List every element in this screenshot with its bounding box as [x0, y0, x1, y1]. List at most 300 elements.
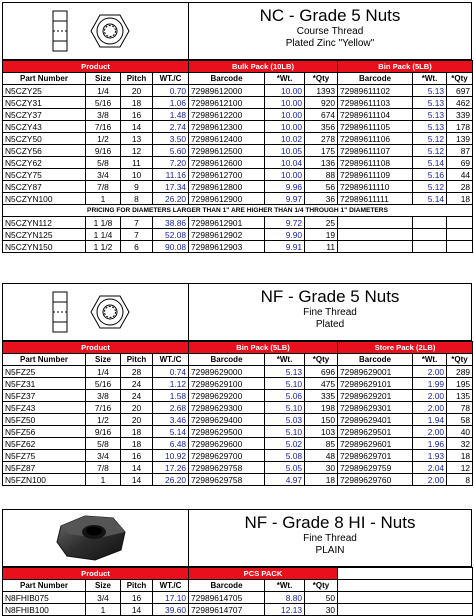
barcode: 72989612400 — [189, 133, 265, 145]
size: 1/2 — [86, 133, 121, 145]
qty: 103 — [305, 426, 338, 438]
pitch: 13 — [121, 133, 153, 145]
weight-2: 2.00 — [413, 474, 447, 486]
qty: 19 — [305, 229, 338, 241]
qty: 920 — [305, 97, 338, 109]
part-number: N5CZY56 — [3, 145, 86, 157]
weight-per-c: 52.08 — [153, 229, 189, 241]
table-row — [3, 366, 473, 378]
weight: 5.02 — [265, 438, 305, 450]
section-nf-grade8 — [2, 509, 472, 616]
barcode-2: 72989629201 — [338, 390, 413, 402]
part-number: N5FZ62 — [3, 438, 86, 450]
weight-2: 5.13 — [413, 97, 447, 109]
section-subtitle: PLAIN — [315, 545, 345, 556]
column-header: Pitch — [121, 73, 153, 85]
table-row — [3, 474, 473, 486]
barcode: 72989629300 — [189, 402, 265, 414]
column-header: Size — [86, 354, 121, 366]
size: 3/8 — [86, 109, 121, 121]
part-number: N5CZYN125 — [3, 229, 86, 241]
section-header — [2, 283, 472, 341]
weight-per-c: 26.20 — [153, 474, 189, 486]
part-number: N5FZ31 — [3, 378, 86, 390]
column-header-row — [3, 354, 473, 366]
qty-2: 139 — [447, 133, 473, 145]
section-title: NF - Grade 8 HI - Nuts — [244, 513, 416, 532]
weight: 9.96 — [265, 181, 305, 193]
weight-2: 2.00 — [413, 402, 447, 414]
group-header: Bin Pack (5LB) — [189, 342, 338, 354]
qty: 198 — [305, 402, 338, 414]
table-row — [3, 402, 473, 414]
pitch: 14 — [121, 604, 153, 616]
weight: 10.04 — [265, 157, 305, 169]
weight: 9.72 — [265, 217, 305, 229]
table-row — [3, 145, 473, 157]
size: 7/16 — [86, 121, 121, 133]
barcode-2: 72989611103 — [338, 97, 413, 109]
qty: 30 — [305, 604, 338, 616]
column-header: *Wt. — [265, 580, 305, 592]
weight-2: 5.14 — [413, 193, 447, 205]
weight-per-c: 17.10 — [153, 592, 189, 604]
column-header-row — [3, 580, 473, 592]
weight-2: 1.99 — [413, 378, 447, 390]
qty-2: 12 — [447, 462, 473, 474]
weight-2: 5.16 — [413, 169, 447, 181]
column-header: *Wt. — [265, 73, 305, 85]
weight-2: 1.93 — [413, 450, 447, 462]
barcode: 72989612500 — [189, 145, 265, 157]
weight-2: 2.04 — [413, 462, 447, 474]
table-row — [3, 157, 473, 169]
table-row — [3, 462, 473, 474]
barcode: 72989629400 — [189, 414, 265, 426]
section-subtitle: Plated — [315, 319, 345, 330]
pitch: 18 — [121, 438, 153, 450]
weight: 5.06 — [265, 390, 305, 402]
group-header: Bin Pack (5LB) — [338, 61, 473, 73]
pitch: 14 — [121, 474, 153, 486]
qty-2: 178 — [447, 121, 473, 133]
column-header: Barcode — [189, 354, 265, 366]
pitch: 20 — [121, 85, 153, 97]
table-row — [3, 450, 473, 462]
qty-2: 697 — [447, 85, 473, 97]
table-row — [3, 414, 473, 426]
table-row — [3, 97, 473, 109]
weight-2: 2.00 — [413, 426, 447, 438]
part-number: N5CZYN112 — [3, 217, 86, 229]
weight-per-c: 0.74 — [153, 366, 189, 378]
group-header: Product — [3, 342, 189, 354]
qty: 25 — [305, 217, 338, 229]
weight-per-c: 11.16 — [153, 169, 189, 181]
pitch: 7 — [121, 217, 153, 229]
part-number: N5CZY43 — [3, 121, 86, 133]
barcode-2: 72989611110 — [338, 181, 413, 193]
qty: 278 — [305, 133, 338, 145]
weight: 9.97 — [265, 193, 305, 205]
barcode: 72989629000 — [189, 366, 265, 378]
weight-2: 5.14 — [413, 157, 447, 169]
part-number: N5FZ56 — [3, 426, 86, 438]
column-header: WT./C — [153, 580, 189, 592]
column-header: Pitch — [121, 354, 153, 366]
price-table — [2, 341, 473, 486]
pitch: 14 — [121, 462, 153, 474]
barcode-2: 72989611108 — [338, 157, 413, 169]
pitch: 10 — [121, 169, 153, 181]
part-number: N5FZ43 — [3, 402, 86, 414]
qty-2: 28 — [447, 181, 473, 193]
column-header: *Qty — [305, 354, 338, 366]
qty: 50 — [305, 592, 338, 604]
column-header: *Wt. — [413, 354, 447, 366]
hex-nut-drawing-icon — [3, 284, 189, 340]
column-header: Barcode — [338, 354, 413, 366]
qty-2: 135 — [447, 390, 473, 402]
part-number: N5CZY50 — [3, 133, 86, 145]
pitch: 8 — [121, 193, 153, 205]
pitch: 6 — [121, 241, 153, 253]
barcode-2: 72989611109 — [338, 169, 413, 181]
pitch: 9 — [121, 181, 153, 193]
size: 1/4 — [86, 366, 121, 378]
qty: 30 — [305, 462, 338, 474]
size: 5/16 — [86, 378, 121, 390]
section-header — [2, 509, 472, 567]
part-number: N5FZ37 — [3, 390, 86, 402]
barcode: 72989629758 — [189, 462, 265, 474]
weight-2: 5.13 — [413, 109, 447, 121]
size: 1 1/2 — [86, 241, 121, 253]
size: 1/2 — [86, 414, 121, 426]
part-number: N5CZY31 — [3, 97, 86, 109]
empty-cell — [338, 604, 473, 616]
barcode: 72989614707 — [189, 604, 265, 616]
column-header: Barcode — [338, 73, 413, 85]
empty-cell — [338, 568, 473, 580]
weight-2: 5.12 — [413, 133, 447, 145]
column-header: *Wt. — [413, 73, 447, 85]
section-subtitle: Course Thread — [296, 26, 364, 37]
qty-2: 195 — [447, 378, 473, 390]
weight-2: 1.94 — [413, 414, 447, 426]
qty: 356 — [305, 121, 338, 133]
weight: 10.05 — [265, 145, 305, 157]
weight-2: 2.00 — [413, 366, 447, 378]
section-title: NF - Grade 5 Nuts — [260, 287, 400, 306]
qty-2: 339 — [447, 109, 473, 121]
weight-per-c: 6.48 — [153, 438, 189, 450]
barcode: 72989612901 — [189, 217, 265, 229]
size: 1/4 — [86, 85, 121, 97]
table-row — [3, 109, 473, 121]
column-header: Size — [86, 580, 121, 592]
barcode-2: 72989629701 — [338, 450, 413, 462]
pitch: 20 — [121, 414, 153, 426]
weight: 4.97 — [265, 474, 305, 486]
size: 5/8 — [86, 157, 121, 169]
weight-per-c: 17.26 — [153, 462, 189, 474]
barcode-2: 72989629759 — [338, 462, 413, 474]
size: 1 1/8 — [86, 217, 121, 229]
size: 3/4 — [86, 592, 121, 604]
qty-2: 87 — [447, 145, 473, 157]
weight-per-c: 7.20 — [153, 157, 189, 169]
table-row — [3, 390, 473, 402]
weight: 8.80 — [265, 592, 305, 604]
pitch: 24 — [121, 390, 153, 402]
size: 1 — [86, 193, 121, 205]
price-table — [2, 567, 473, 616]
table-row — [3, 169, 473, 181]
barcode-2: 72989629101 — [338, 378, 413, 390]
barcode: 72989612200 — [189, 109, 265, 121]
weight: 5.08 — [265, 450, 305, 462]
qty-2: 78 — [447, 402, 473, 414]
weight-per-c: 1.06 — [153, 97, 189, 109]
pitch: 7 — [121, 229, 153, 241]
qty: 1393 — [305, 85, 338, 97]
weight-per-c: 38.86 — [153, 217, 189, 229]
barcode-2: 72989611111 — [338, 193, 413, 205]
group-header-row — [3, 568, 473, 580]
barcode: 72989612700 — [189, 169, 265, 181]
qty: 48 — [305, 450, 338, 462]
column-header: Pitch — [121, 580, 153, 592]
barcode: 72989629100 — [189, 378, 265, 390]
pitch: 16 — [121, 450, 153, 462]
table-row — [3, 438, 473, 450]
qty-2: 18 — [447, 450, 473, 462]
qty-2: 69 — [447, 157, 473, 169]
barcode: 72989612900 — [189, 193, 265, 205]
qty: 175 — [305, 145, 338, 157]
column-header: *Qty — [305, 73, 338, 85]
weight-2: 5.13 — [413, 121, 447, 133]
column-header: *Qty — [447, 73, 473, 85]
barcode-2: 72989629301 — [338, 402, 413, 414]
product-image — [3, 510, 189, 566]
pitch: 18 — [121, 97, 153, 109]
price-table — [2, 60, 473, 253]
part-number: N5CZY75 — [3, 169, 86, 181]
table-row — [3, 133, 473, 145]
barcode-2: 72989611105 — [338, 121, 413, 133]
group-header: Product — [3, 61, 189, 73]
pitch: 20 — [121, 402, 153, 414]
column-header: Size — [86, 73, 121, 85]
barcode-2: 72989629501 — [338, 426, 413, 438]
barcode-2: 72989611102 — [338, 85, 413, 97]
column-header: *Qty — [305, 580, 338, 592]
barcode-2: 72989629760 — [338, 474, 413, 486]
weight: 5.03 — [265, 414, 305, 426]
column-header: Barcode — [189, 73, 265, 85]
part-number: N5FZ25 — [3, 366, 86, 378]
weight-per-c: 1.12 — [153, 378, 189, 390]
weight: 9.91 — [265, 241, 305, 253]
pricing-note: PRICING FOR DIAMETERS LARGER THAN 1" ARE HIGHER THAN 1/4 THROUGH 1" DIAMETERS — [3, 205, 473, 217]
product-image — [3, 284, 189, 340]
qty: 475 — [305, 378, 338, 390]
pitch: 16 — [121, 109, 153, 121]
qty: 88 — [305, 169, 338, 181]
qty: 136 — [305, 157, 338, 169]
column-header: WT./C — [153, 354, 189, 366]
table-row — [3, 604, 473, 616]
barcode-2 — [338, 217, 413, 229]
empty-cell — [338, 580, 473, 592]
pitch: 28 — [121, 366, 153, 378]
size: 3/4 — [86, 169, 121, 181]
qty-2: 58 — [447, 414, 473, 426]
barcode-2: 72989629601 — [338, 438, 413, 450]
weight-per-c: 1.48 — [153, 109, 189, 121]
weight-per-c: 10.92 — [153, 450, 189, 462]
section-title: NC - Grade 5 Nuts — [259, 6, 401, 25]
pitch: 24 — [121, 378, 153, 390]
qty-2 — [447, 229, 473, 241]
column-header-row — [3, 73, 473, 85]
column-header: Part Number — [3, 580, 86, 592]
barcode: 72989612100 — [189, 97, 265, 109]
weight: 5.13 — [265, 366, 305, 378]
size: 7/16 — [86, 402, 121, 414]
weight-2: 1.96 — [413, 438, 447, 450]
weight-2: 5.12 — [413, 145, 447, 157]
column-header: Part Number — [3, 73, 86, 85]
qty-2: 289 — [447, 366, 473, 378]
section-subtitle: Fine Thread — [303, 533, 357, 544]
weight: 10.00 — [265, 85, 305, 97]
weight-per-c: 39.60 — [153, 604, 189, 616]
weight-per-c: 3.46 — [153, 414, 189, 426]
qty-2: 18 — [447, 193, 473, 205]
size: 1 1/4 — [86, 229, 121, 241]
part-number: N5CZY62 — [3, 157, 86, 169]
barcode-2: 72989611104 — [338, 109, 413, 121]
weight-per-c: 17.34 — [153, 181, 189, 193]
weight: 10.00 — [265, 97, 305, 109]
column-header: *Wt. — [265, 354, 305, 366]
table-row — [3, 181, 473, 193]
barcode: 72989612300 — [189, 121, 265, 133]
part-number: N5CZY37 — [3, 109, 86, 121]
group-header-row — [3, 61, 473, 73]
qty: 696 — [305, 366, 338, 378]
size: 1 — [86, 604, 121, 616]
pricing-note-row — [3, 205, 473, 217]
weight-per-c: 1.58 — [153, 390, 189, 402]
weight-per-c: 5.14 — [153, 426, 189, 438]
barcode-2: 72989611106 — [338, 133, 413, 145]
pitch: 11 — [121, 157, 153, 169]
table-row — [3, 229, 473, 241]
barcode: 72989612902 — [189, 229, 265, 241]
qty: 150 — [305, 414, 338, 426]
weight-2 — [413, 241, 447, 253]
weight: 10.02 — [265, 133, 305, 145]
hex-nut-drawing-icon — [3, 3, 189, 59]
part-number: N8FHIB075 — [3, 592, 86, 604]
section-subtitle: Plated Zinc "Yellow" — [285, 38, 375, 49]
barcode: 72989612903 — [189, 241, 265, 253]
column-header: Barcode — [189, 580, 265, 592]
size: 3/8 — [86, 390, 121, 402]
qty: 11 — [305, 241, 338, 253]
part-number: N5CZYN100 — [3, 193, 86, 205]
weight-2: 5.13 — [413, 85, 447, 97]
weight: 9.90 — [265, 229, 305, 241]
table-row — [3, 85, 473, 97]
weight-per-c: 2.68 — [153, 402, 189, 414]
empty-cell — [338, 592, 473, 604]
barcode-2 — [338, 241, 413, 253]
weight-2 — [413, 217, 447, 229]
size: 1 — [86, 474, 121, 486]
weight: 5.10 — [265, 402, 305, 414]
barcode: 72989612000 — [189, 85, 265, 97]
table-row — [3, 193, 473, 205]
part-number: N5CZYN150 — [3, 241, 86, 253]
barcode: 72989614705 — [189, 592, 265, 604]
group-header: Product — [3, 568, 189, 580]
weight-per-c: 5.60 — [153, 145, 189, 157]
qty: 674 — [305, 109, 338, 121]
size: 3/4 — [86, 450, 121, 462]
qty-2: 32 — [447, 438, 473, 450]
column-header: *Qty — [447, 354, 473, 366]
group-header: Bulk Pack (10LB) — [189, 61, 338, 73]
part-number: N8FHIB100 — [3, 604, 86, 616]
weight: 10.00 — [265, 121, 305, 133]
table-row — [3, 217, 473, 229]
weight-per-c: 26.20 — [153, 193, 189, 205]
qty-2: 462 — [447, 97, 473, 109]
pitch: 14 — [121, 121, 153, 133]
part-number: N5FZ75 — [3, 450, 86, 462]
size: 9/16 — [86, 145, 121, 157]
weight: 10.00 — [265, 169, 305, 181]
weight: 12.13 — [265, 604, 305, 616]
part-number: N5FZ50 — [3, 414, 86, 426]
table-row — [3, 592, 473, 604]
section-header — [2, 2, 472, 60]
barcode-2 — [338, 229, 413, 241]
weight-per-c: 2.74 — [153, 121, 189, 133]
size: 7/8 — [86, 462, 121, 474]
weight-per-c: 0.70 — [153, 85, 189, 97]
barcode: 72989612800 — [189, 181, 265, 193]
part-number: N5CZY87 — [3, 181, 86, 193]
barcode: 72989612600 — [189, 157, 265, 169]
qty: 85 — [305, 438, 338, 450]
qty: 335 — [305, 390, 338, 402]
group-header: Store Pack (2LB) — [338, 342, 473, 354]
part-number: N5FZN100 — [3, 474, 86, 486]
qty: 36 — [305, 193, 338, 205]
qty-2 — [447, 217, 473, 229]
weight: 5.10 — [265, 378, 305, 390]
qty-2: 8 — [447, 474, 473, 486]
table-row — [3, 426, 473, 438]
group-header-row — [3, 342, 473, 354]
size: 9/16 — [86, 426, 121, 438]
